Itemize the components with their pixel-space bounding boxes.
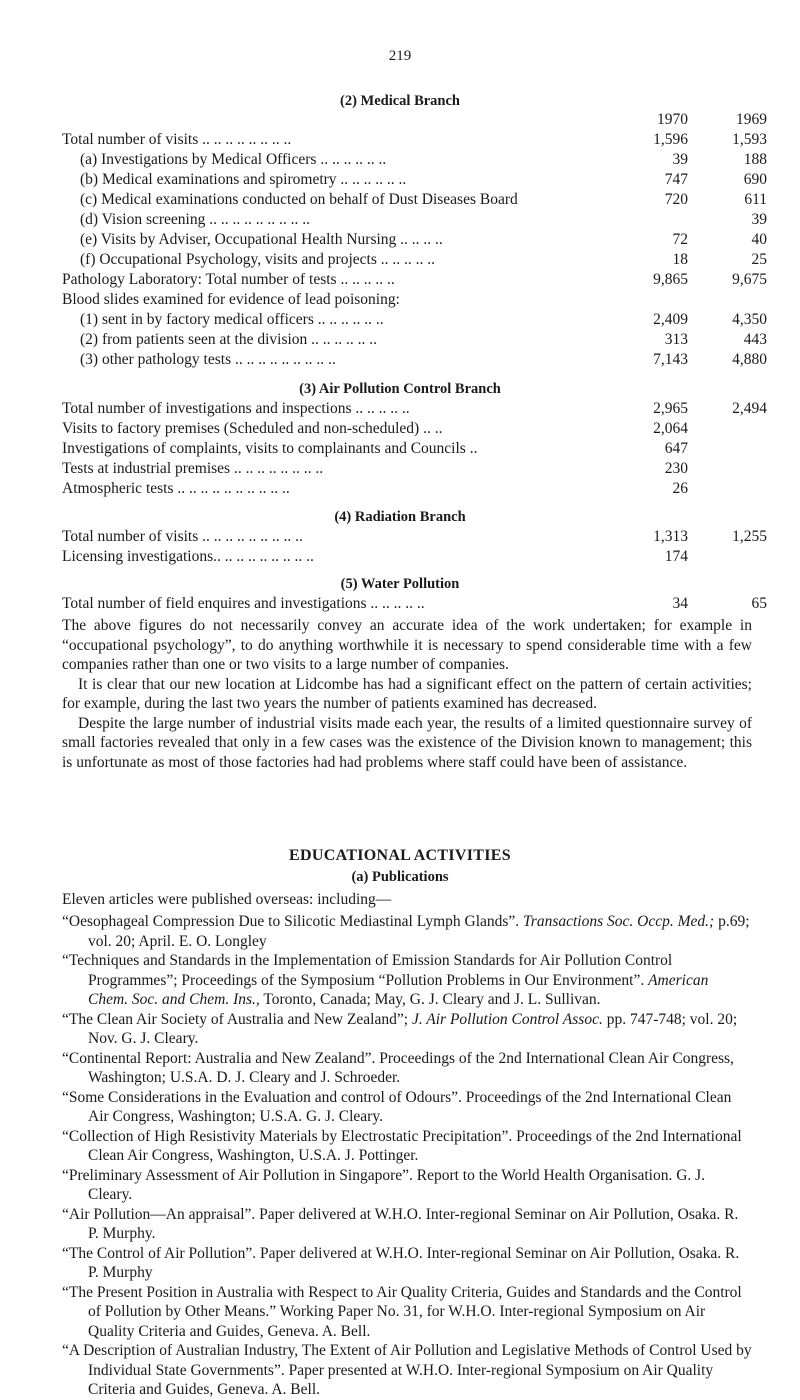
commentary-paragraphs [62, 616, 752, 772]
table-row: (b) Medical examinations and spirometry .. .. .. .. .. .. 747 690 [80, 171, 767, 188]
table-row: Total number of field enquires and investigations .. .. .. .. .. 34 65 [62, 595, 767, 612]
list-item: “Some Considerations in the Evaluation and control of Odours”. Proceedings of the 2nd International Clean Air Congress, Washington; U.S.A. G. J. Cleary. [62, 1088, 732, 1125]
air-pollution-branch-heading: (3) Air Pollution Control Branch [299, 381, 501, 397]
list-item: “The Control of Air Pollution”. Paper delivered at W.H.O. Inter-regional Seminar on Air Pollution, Osaka. R. P. Murphy [62, 1244, 740, 1281]
publications-intro: Eleven articles were published overseas: including— [62, 891, 392, 908]
publications-subtitle: (a) Publications [351, 869, 449, 885]
table-row: Visits to factory premises (Scheduled and non-scheduled) .. .. 2,064 [62, 420, 688, 437]
water-pollution-heading: (5) Water Pollution [340, 576, 460, 592]
list-item: “The Clean Air Society of Australia and New Zealand”; J. Air Pollution Control Assoc. pp. 747-748; vol. 20; Nov. G. J. Cleary. [62, 1010, 738, 1047]
table-row: (1) sent in by factory medical officers .. .. .. .. .. .. 2,409 4,350 [80, 311, 767, 328]
list-item: “Continental Report: Australia and New Zealand”. Proceedings of the 2nd International Clean Air Congress, Washington; U.S.A. D. J. Cleary and J. Schroeder. [62, 1049, 734, 1086]
table-row: Total number of investigations and inspections .. .. .. .. .. 2,965 2,494 [62, 400, 767, 417]
paragraph: It is clear that our new location at Lidcombe has had a significant effect on the pattern of certain activities; for example, during the last two years the number of patients examined has decreased. [62, 675, 752, 712]
table-row: (a) Investigations by Medical Officers .. .. .. .. .. .. 39 188 [80, 151, 767, 168]
table-row: Investigations of complaints, visits to complainants and Councils .. 647 [62, 440, 688, 457]
table-row: (d) Vision screening .. .. .. .. .. .. .. .. .. 39 [80, 211, 767, 228]
table-row: Total number of visits .. .. .. .. .. .. .. .. .. 1,313 1,255 [62, 528, 767, 545]
year-1969-header: 1969 [736, 111, 767, 128]
medical-branch-heading: (2) Medical Branch [339, 93, 460, 109]
table-row: (2) from patients seen at the division .. .. .. .. .. .. 313 443 [80, 331, 767, 348]
table-row: (c) Medical examinations conducted on behalf of Dust Diseases Board 720 611 [80, 191, 767, 208]
educational-activities-title: EDUCATIONAL ACTIVITIES [289, 847, 511, 864]
publications-list [62, 912, 752, 1400]
table-row: Atmospheric tests .. .. .. .. .. .. .. .. .. .. 26 [62, 480, 688, 497]
list-item: “The Present Position in Australia with Respect to Air Quality Criteria, Guides and Standards and the Control of Pollution by Other Means.” Working Paper No. 31, for W.H.O. Inter-regional Symposium on Air Quality Criteria and Guides, Geneva. A. Bell. [62, 1283, 742, 1340]
year-header-row [0, 110, 800, 130]
table-row: (3) other pathology tests .. .. .. .. .. .. .. .. .. 7,143 4,880 [80, 351, 767, 368]
list-item: “A Description of Australian Industry, The Extent of Air Pollution and Legislative Methods of Control Used by Individual State Governments”. Paper presented at W.H.O. Inter-regional Symposium on Air Quality Criteria and Guides, Geneva. A. Bell. [62, 1342, 752, 1398]
radiation-branch-heading: (4) Radiation Branch [334, 509, 466, 525]
table-row: (e) Visits by Adviser, Occupational Health Nursing .. .. .. .. 72 40 [80, 231, 767, 248]
table-row: Tests at industrial premises .. .. .. .. .. .. .. .. 230 [62, 460, 688, 477]
table-row: Blood slides examined for evidence of lead poisoning: [62, 291, 400, 308]
paragraph: Despite the large number of industrial visits made each year, the results of a limited questionnaire survey of small factories revealed that only in a few cases was the existence of the Division known to management; this is unfortunate as most of those factories had had problems where staff could have been of assistance. [62, 714, 752, 771]
list-item: “Preliminary Assessment of Air Pollution in Singapore”. Report to the World Health Organisation. G. J. Cleary. [62, 1166, 706, 1203]
list-item: “Air Pollution—An appraisal”. Paper delivered at W.H.O. Inter-regional Seminar on Air Pollution, Osaka. R. P. Murphy. [62, 1205, 739, 1242]
page-number: 219 [388, 48, 412, 64]
list-item: “Oesophageal Compression Due to Silicotic Mediastinal Lymph Glands”. Transactions Soc. Occp. Med.; p.69; vol. 20; April. E. O. Longley [62, 913, 750, 950]
table-row: Total number of visits .. .. .. .. .. .. .. .. 1,596 1,593 [62, 131, 767, 148]
list-item: “Techniques and Standards in the Implementation of Emission Standards for Air Pollution Control Programmes”; Proceedings of the Symposium “Pollution Problems in Our Environment”. American Chem. Soc. and Chem. Ins., Toronto, Canada; May, G. J. Cleary and J. L. Sullivan. [62, 952, 709, 1008]
paragraph: The above figures do not necessarily convey an accurate idea of the work undertaken; for example in “occupational psychology”, to do anything worthwhile it is necessary to spend considerable time with a few companies rather than one or two visits to a large number of companies. [62, 617, 752, 673]
table-row: Licensing investigations.. .. .. .. .. .. .. .. .. 174 [62, 548, 688, 565]
table-row: (f) Occupational Psychology, visits and projects .. .. .. .. .. 18 25 [80, 251, 767, 268]
list-item: “Collection of High Resistivity Materials by Electrostatic Precipitation”. Proceedings of the 2nd International Clean Air Congress, Washington, U.S.A. J. Pottinger. [62, 1127, 742, 1164]
table-row: Pathology Laboratory: Total number of tests .. .. .. .. .. 9,865 9,675 [62, 271, 767, 288]
year-1970-header: 1970 [657, 111, 688, 128]
